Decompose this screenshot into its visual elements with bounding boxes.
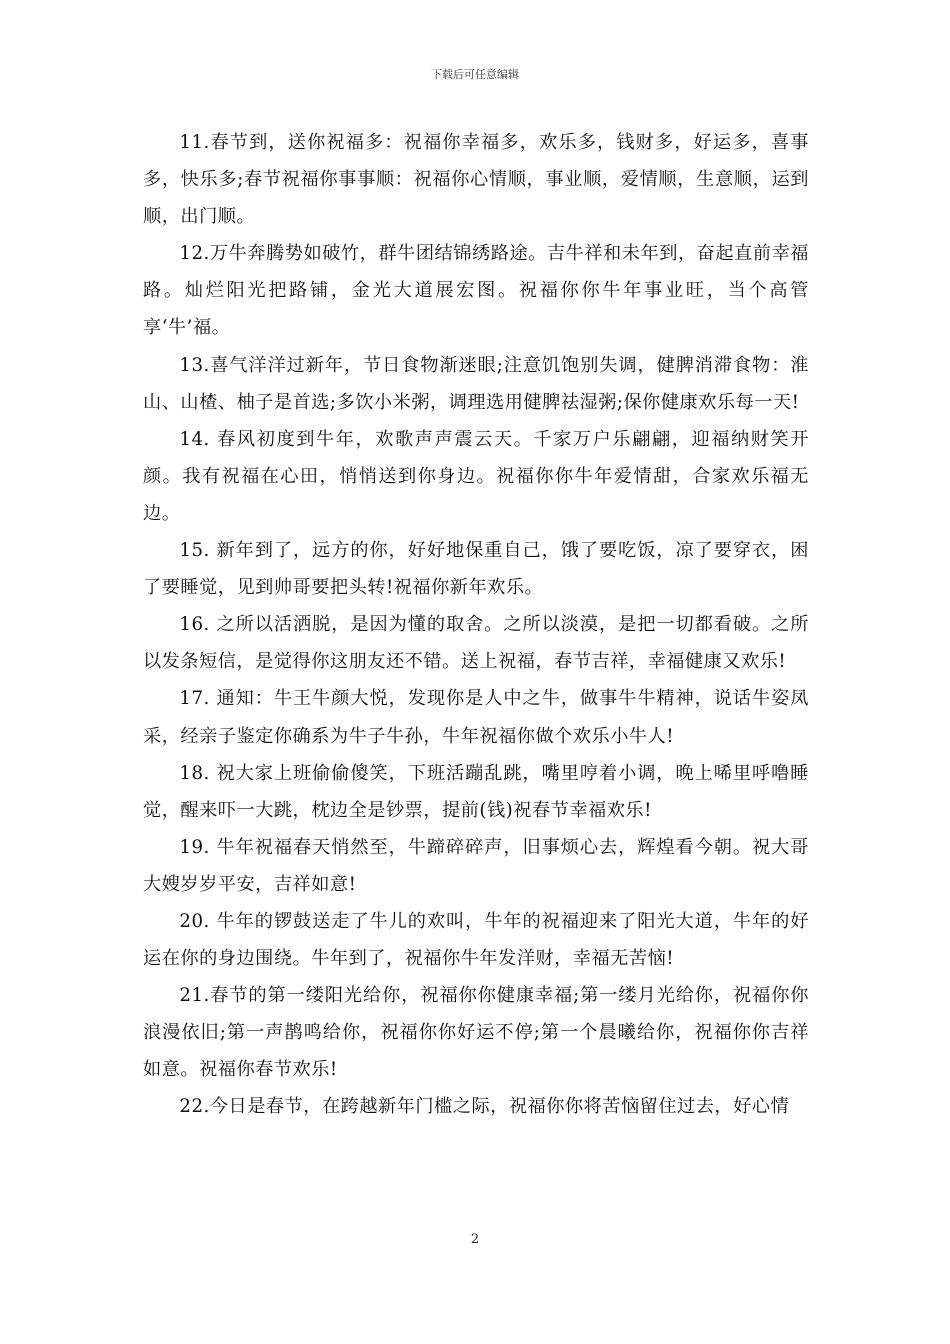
- paragraph-21: 21.春节的第一缕阳光给你，祝福你你健康幸福;第一缕月光给你，祝福你你浪漫依旧;第一声鹊鸣给你，祝福你你好运不停;第一个晨曦给你，祝福你你吉祥如意。祝福你春节欢乐!: [143, 985, 809, 1081]
- paragraph-14: 14. 春风初度到牛年，欢歌声声震云天。千家万户乐翩翩，迎福纳财笑开颜。我有祝福在心田，悄悄送到你身边。祝福你你牛年爱情甜，合家欢乐福无边。: [143, 428, 809, 524]
- paragraph-20: 20. 牛年的锣鼓送走了牛儿的欢叫，牛年的祝福迎来了阳光大道，牛年的好运在你的身边围绕。牛年到了，祝福你牛年发洋财，幸福无苦恼!: [143, 910, 809, 970]
- page-number: 2: [470, 1232, 480, 1247]
- paragraph-11: 11.春节到，送你祝福多：祝福你幸福多，欢乐多，钱财多，好运多，喜事多，快乐多;春节祝福你事事顺：祝福你心情顺，事业顺，爱情顺，生意顺，运到顺，出门顺。: [143, 132, 809, 228]
- paragraph-17: 17. 通知：牛王牛颜大悦，发现你是人中之牛，做事牛牛精神，说话牛姿凤采，经亲子鉴定你确系为牛子牛孙，牛年祝福你做个欢乐小牛人!: [143, 688, 809, 747]
- paragraph-13: 13.喜气洋洋过新年，节日食物渐迷眼;注意饥饱别失调，健脾消滞食物：淮山、山楂、柚子是首选;多饮小米粥，调理选用健脾祛湿粥;保你健康欢乐每一天!: [143, 354, 809, 413]
- paragraph-12: 12.万牛奔腾势如破竹，群牛团结锦绣路途。吉牛祥和未年到，奋起直前幸福路。灿烂阳光把路铺，金光大道展宏图。祝福你你牛年事业旺，当个高管享‘牛’福。: [143, 243, 809, 339]
- paragraph-16: 16. 之所以活洒脱，是因为懂的取舍。之所以淡漠，是把一切都看破。之所以发条短信，是觉得你这朋友还不错。送上祝福，春节吉祥，幸福健康又欢乐!: [143, 614, 809, 673]
- paragraph-19: 19. 牛年祝福春天悄然至，牛蹄碎碎声，旧事烦心去，辉煌看今朝。祝大哥大嫂岁岁平安，吉祥如意!: [143, 836, 809, 895]
- paragraph-22: 22.今日是春节，在跨越新年门槛之际，祝福你你将苦恼留住过去，好心情: [179, 1096, 790, 1118]
- page-header: 下载后可任意编辑: [431, 68, 519, 81]
- paragraph-15: 15. 新年到了，远方的你，好好地保重自己，饿了要吃饭，凉了要穿衣，困了要睡觉，见到帅哥要把头转!祝福你新年欢乐。: [143, 540, 809, 599]
- paragraph-18: 18. 祝大家上班偷偷傻笑，下班活蹦乱跳，嘴里哼着小调，晚上唏里呼噜睡觉，醒来吓一大跳，枕边全是钞票，提前(钱)祝春节幸福欢乐!: [143, 762, 809, 821]
- document-body: [143, 124, 809, 1126]
